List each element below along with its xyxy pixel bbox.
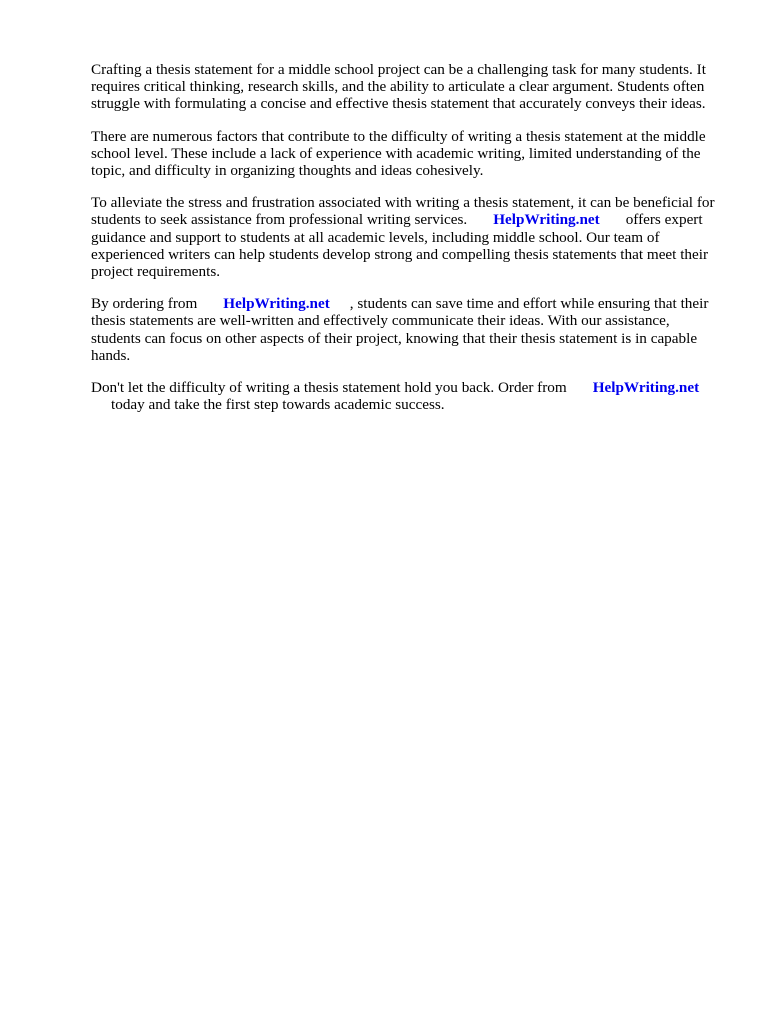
paragraph-closing-text-after: today and take the first step towards academic success. <box>111 396 445 414</box>
helpwriting-link-2[interactable]: HelpWriting.net <box>223 295 330 313</box>
paragraph-assistance-text-after: offers expert guidance and support to students at all academic levels, including middle school. Our team of experienced writers can help students develop strong and compelling thesis statements that meet their project requirements. <box>91 211 709 281</box>
paragraph-closing <box>91 379 723 413</box>
paragraph-ordering <box>91 295 723 364</box>
document-body <box>91 61 723 428</box>
paragraph-ordering-text-before: By ordering from <box>91 295 198 313</box>
paragraph-intro <box>91 61 723 113</box>
helpwriting-link-1[interactable]: HelpWriting.net <box>493 211 600 229</box>
paragraph-assistance-text-before: To alleviate the stress and frustration associated with writing a thesis statement, it can be beneficial for students to seek assistance from professional writing services. <box>91 194 715 229</box>
paragraph-assistance <box>91 194 723 280</box>
paragraph-closing-text-before: Don't let the difficulty of writing a thesis statement hold you back. Order from <box>91 379 567 397</box>
paragraph-factors <box>91 128 723 180</box>
helpwriting-link-3[interactable]: HelpWriting.net <box>592 379 700 397</box>
paragraph-ordering-text-after: , students can save time and effort while ensuring that their thesis statements are well-written and effectively communicate their ideas. With our assistance, students can focus on other aspects of their project, knowing that their thesis statement is in capable hands. <box>91 295 709 364</box>
paragraph-intro-text: Crafting a thesis statement for a middle school project can be a challenging task for many students. It requires critical thinking, research skills, and the ability to articulate a clear argument. Students often struggle with formulating a concise and effective thesis statement that accurately conveys their ideas. <box>91 61 706 113</box>
paragraph-factors-text: There are numerous factors that contribute to the difficulty of writing a thesis statement at the middle school level. These include a lack of experience with academic writing, limited understanding of the topic, and difficulty in organizing thoughts and ideas cohesively. <box>91 127 706 180</box>
